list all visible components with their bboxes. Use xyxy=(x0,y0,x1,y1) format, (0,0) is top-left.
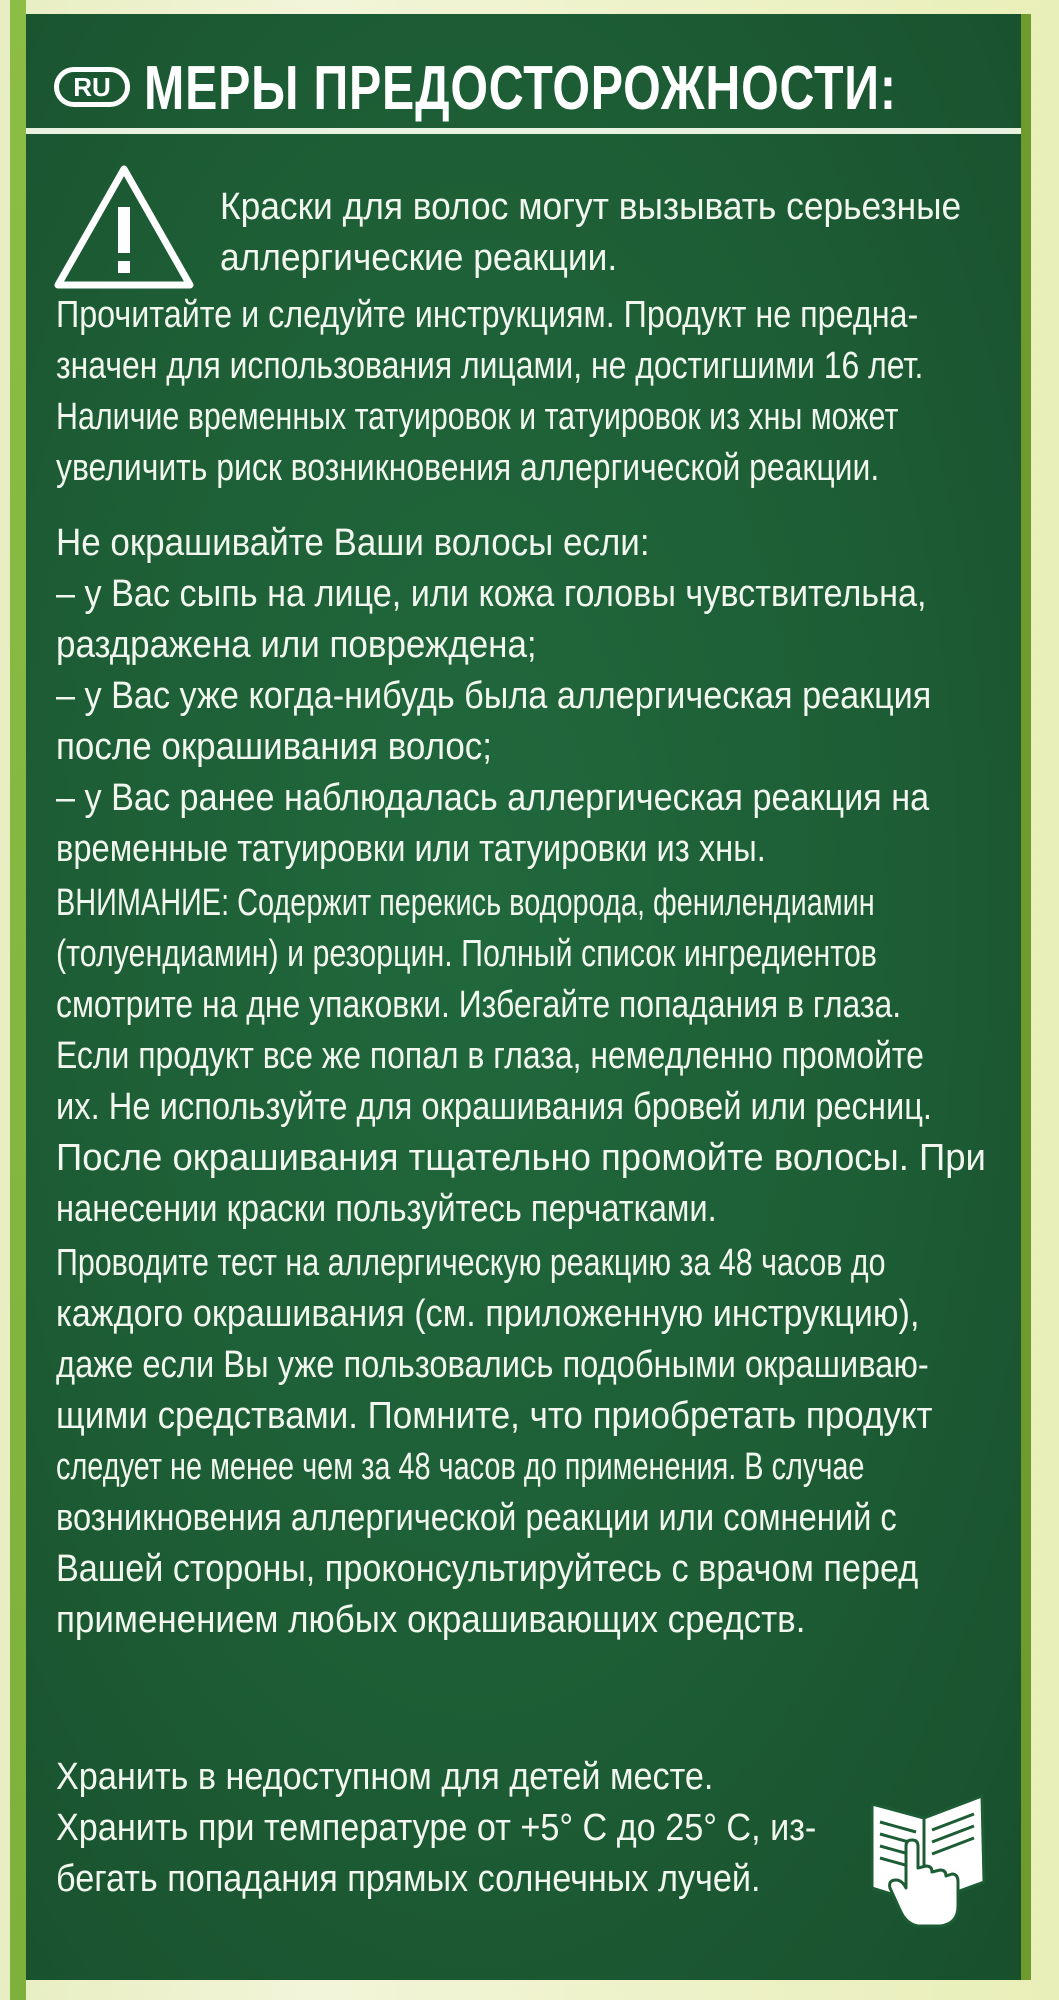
list-item-continuation: временные татуировки или татуировки из хны. xyxy=(56,828,766,870)
text-line: увеличить риск возникновения аллергической реакции. xyxy=(56,447,880,489)
precautions-panel xyxy=(26,14,1031,1980)
text-line: Если продукт все же попал в глаза, немедленно промойте xyxy=(56,1035,924,1077)
text-line: значен для использования лицами, не достигшими 16 лет. xyxy=(56,345,924,387)
text-line: следует не менее чем за 48 часов до применения. В случае xyxy=(56,1446,865,1488)
text-line: каждого окрашивания (см. приложенную инструкцию), xyxy=(56,1293,920,1335)
text-line: (толуендиамин) и резорцин. Полный список ингредиентов xyxy=(56,933,877,975)
paragraph-allergy-test xyxy=(56,1238,1059,1646)
language-badge: RU xyxy=(54,67,130,107)
warning-line: Краски для волос могут вызывать серьезные xyxy=(220,186,962,228)
paragraph-contraindications xyxy=(56,518,1029,875)
list-item-continuation: раздражена или повреждена; xyxy=(56,624,537,666)
paragraph-intro xyxy=(56,290,1059,494)
paragraph-storage xyxy=(56,1752,901,1905)
text-line: Прочитайте и следуйте инструкциям. Продукт не предна- xyxy=(56,294,919,336)
text-line: Проводите тест на аллергическую реакцию за 48 часов до xyxy=(56,1242,886,1284)
text-line: даже если Вы уже пользовались подобными окрашиваю- xyxy=(56,1344,929,1386)
list-item: – у Вас ранее наблюдалась аллергическая реакция на xyxy=(56,777,930,819)
list-item: – у Вас уже когда-нибудь была аллергическая реакция xyxy=(56,675,932,717)
text-line: щими средствами. Помните, что приобретать продукт xyxy=(56,1395,933,1437)
text-line: Хранить при температуре от +5° С до 25° С, из- xyxy=(56,1807,817,1849)
warning-triangle-icon xyxy=(50,161,198,293)
text-line: применением любых окрашивающих средств. xyxy=(56,1599,806,1641)
text-line: их. Не используйте для окрашивания бровей или ресниц. xyxy=(56,1086,933,1128)
text-line: возникновения аллергической реакции или сомнений с xyxy=(56,1497,897,1539)
text-line: ВНИМАНИЕ: Содержит перекись водорода, фенилендиамин xyxy=(56,882,875,924)
text-line: Наличие временных татуировок и татуировок из хны может xyxy=(56,396,899,438)
warning-line: аллергические реакции. xyxy=(220,237,618,279)
allergy-warning xyxy=(220,182,980,284)
text-line: смотрите на дне упаковки. Избегайте попадания в глаза. xyxy=(56,984,902,1026)
text-line: Вашей стороны, проконсультируйтесь с врачом перед xyxy=(56,1548,919,1590)
text-line: бегать попадания прямых солнечных лучей. xyxy=(56,1858,761,1900)
paragraph-attention xyxy=(56,878,1059,1235)
list-item-continuation: после окрашивания волос; xyxy=(56,726,492,768)
left-edge-stripe xyxy=(10,0,26,2000)
text-line: После окрашивания тщательно промойте волосы. При xyxy=(56,1137,986,1179)
page-title: МЕРЫ ПРЕДОСТОРОЖНОСТИ: xyxy=(144,54,897,123)
text-line: нанесении краски пользуйтесь перчатками. xyxy=(56,1188,717,1230)
panel-header xyxy=(26,14,1021,134)
text-line: Хранить в недоступном для детей месте. xyxy=(56,1756,714,1798)
text-line: Не окрашивайте Ваши волосы если: xyxy=(56,522,650,564)
list-item: – у Вас сыпь на лице, или кожа головы чувствительна, xyxy=(56,573,927,615)
read-instructions-book-icon xyxy=(866,1784,991,1934)
